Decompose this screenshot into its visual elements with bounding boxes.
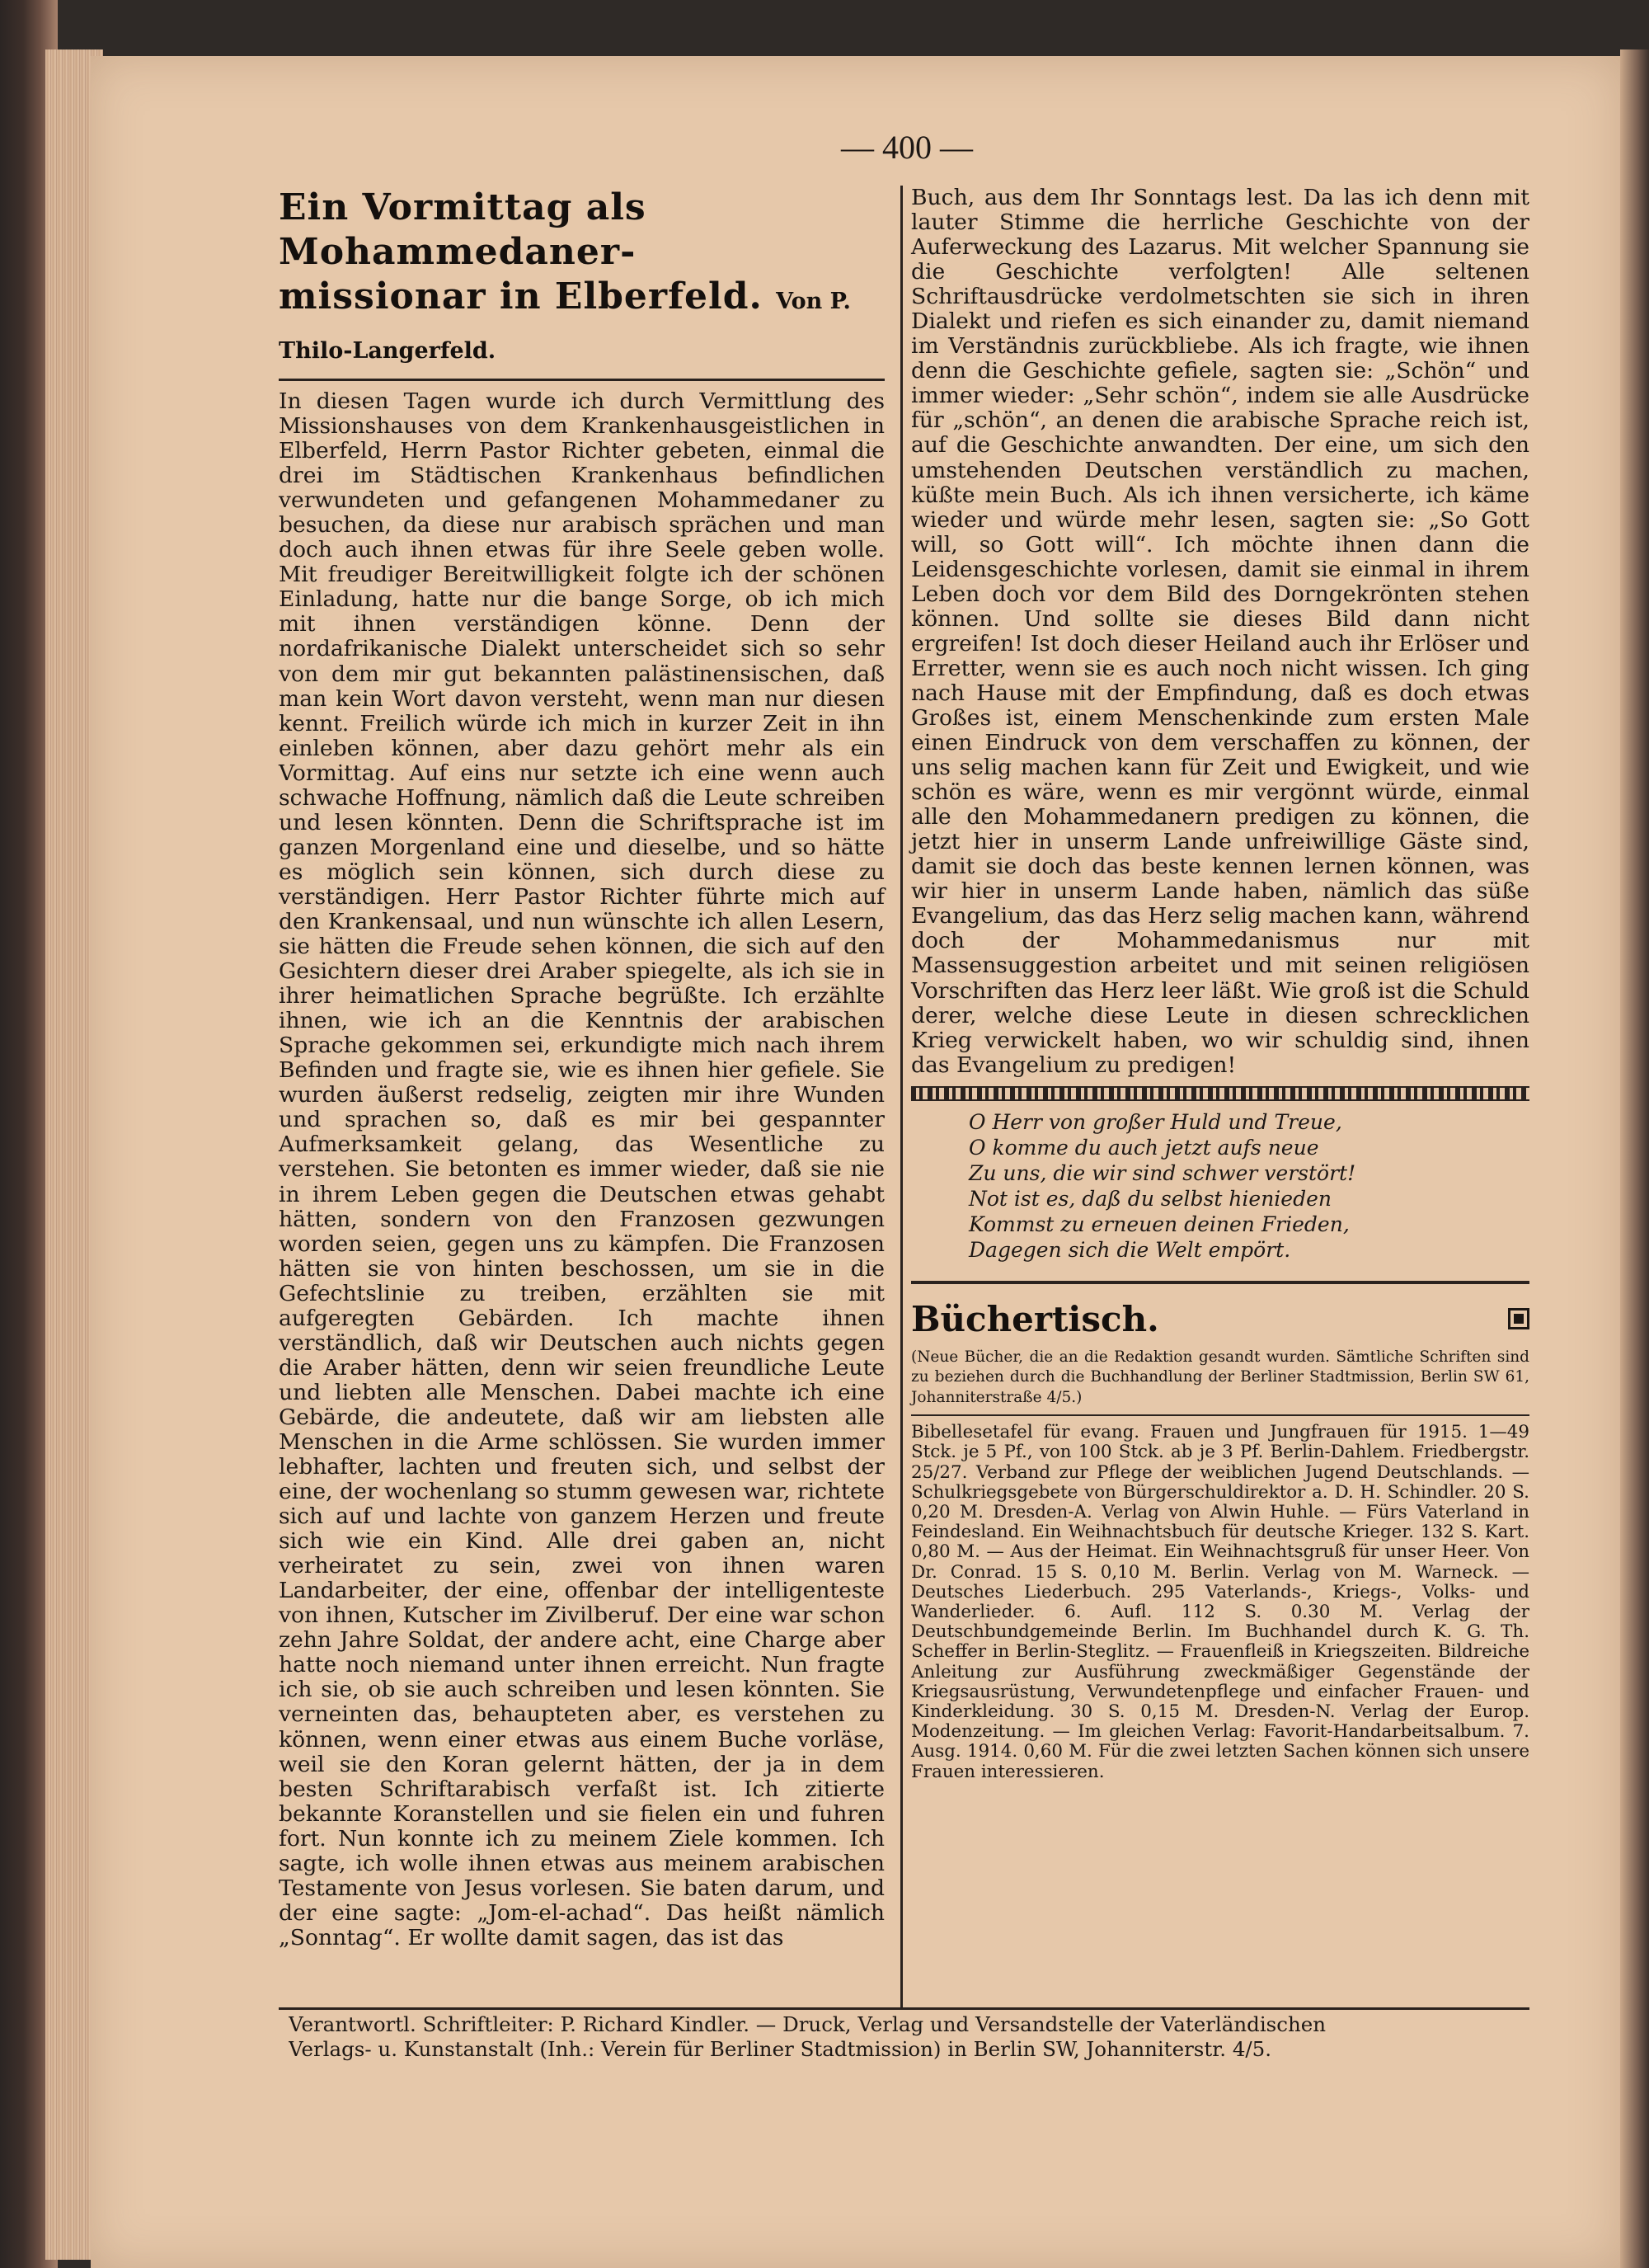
title-rule — [279, 379, 885, 381]
verse-line: Not ist es, daß du selbst hienieden — [969, 1186, 1332, 1211]
books-rule — [911, 1414, 1529, 1416]
article-title — [279, 186, 885, 374]
verse-line: Kommst zu erneuen deinen Frieden, — [969, 1212, 1350, 1236]
books-header — [911, 1299, 1529, 1339]
ornamental-rule — [911, 1086, 1529, 1101]
article-body-left: In diesen Tagen wurde ich durch Vermittlung des Missionshauses von dem Krankenhausgeistlichen in Elberfeld, Herrn Pastor Richter gebeten, einmal die drei im Städtischen Krankenhaus befindlichen verwundeten und gefangenen Mohammedaner zu besuchen, da diese nur arabisch sprächen und man doch auch ihnen etwas für ihre Seele geben wolle. Mit freudiger Bereitwilligkeit folgte ich der schönen Einladung, hatte nur die bange Sorge, ob ich mich mit ihnen verständigen könne. Denn der nordafrikanische Dialekt unterscheidet sich so sehr von dem mir gut bekannten palästinensischen, daß man kein Wort davon versteht, wenn man nur diesen kennt. Freilich würde ich mich in kurzer Zeit in ihn einleben können, aber dazu gehört mehr als ein Vormittag. Auf eins nur setzte ich eine wenn auch schwache Hoffnung, nämlich daß die Leute schreiben und lesen könnten. Denn die Schriftsprache ist im ganzen Morgenland eine und dieselbe, und so hätte es möglich sein können, sich durch diese zu verständigen. Herr Pastor Richter führte mich auf den Krankensaal, und nun wünschte ich allen Lesern, sie hätten die Freude sehen können, die sich auf den Gesichtern dieser drei Araber spiegelte, als ich sie in ihrer heimatlichen Sprache begrüßte. Ich erzählte ihnen, wie ich an die Kenntnis der arabischen Sprache gekommen sei, erkundigte mich nach ihrem Befinden und fragte sie, wie es ihnen hier gefiele. Sie wurden äußerst redselig, zeigten mir ihre Wunden und sprachen so, daß es mir bei gespannter Aufmerksamkeit gelang, das Wesentliche zu verstehen. Sie betonten es immer wieder, daß sie nie in ihrem Leben gegen die Deutschen etwas gehabt hätten, sondern von den Franzosen gezwungen worden seien, gegen uns zu kämpfen. Die Franzosen hätten sie von hinten beschossen, um sie in die Gefechtslinie zu treiben, erzählten sie mit aufgeregten Gebärden. Ich machte ihnen verständlich, daß wir Deutschen auch nichts gegen die Araber hätten, denn wir seien freundliche Leute und liebten alle Menschen. Dabei machte ich eine Gebärde, die andeutete, daß wir am liebsten alle Menschen in die Arme schlössen. Sie wurden immer lebhafter, lachten und freuten sich, und selbst der eine, der wochenlang so stumm gewesen war, richtete sich auf und lachte von ganzem Herzen und freute sich wie ein Kind. Alle drei gaben an, nicht verheiratet zu sein, zwei von ihnen waren Landarbeiter, der eine, offenbar der intelligenteste von ihnen, Kutscher im Zivilberuf. Der eine war schon zehn Jahre Soldat, der andere acht, eine Charge aber hatte noch niemand unter ihnen erreicht. Nun fragte ich sie, ob sie auch schreiben und lesen könnten. Sie verneinten das, behaupteten aber, es verstehen zu können, wenn einer etwas aus einem Buche vorläse, weil sie den Koran gelernt hätten, der ja in dem besten Schriftarabisch verfaßt ist. Ich zitierte bekannte Koranstellen und sie fielen ein und fuhren fort. Nun konnte ich zu meinem Ziele kommen. Ich sagte, ich wolle ihnen etwas aus meinem arabischen Testamente von Jesus vorlesen. Sie baten darum, und der eine sagte: „Jom-el-achad“. Das heißt nämlich „Sonntag“. Er wollte damit sagen, das ist das — [279, 388, 885, 1950]
verse-line: Dagegen sich die Welt empört. — [969, 1237, 1291, 1262]
article-body-right: Buch, aus dem Ihr Sonntags lest. Da las ich denn mit lauter Stimme die herrliche Geschichte von der Auferweckung des Lazarus. Mit welcher Spannung sie die Geschichte verfolgten! Alle seltenen Schriftausdrücke verdolmetschten sie sich in ihren Dialekt und riefen es sich einander zu, damit niemand im Verständnis zurückbliebe. Als ich fragte, wie ihnen denn die Geschichte gefiele, sagten sie: „Schön“ und immer wieder: „Sehr schön“, indem sie alle Ausdrücke für „schön“, an denen die arabische Sprache reich ist, auf die Geschichte anwandten. Der eine, um sich den umstehenden Deutschen verständlich zu machen, küßte mein Buch. Als ich ihnen versicherte, ich käme wieder und würde mehr lesen, sagten sie: „So Gott will, so Gott will“. Ich möchte ihnen dann die Leidensgeschichte vorlesen, damit sie einmal in ihrem Leben doch vor dem Bild des Dorngekrönten stehen können. Und sollte sie dieses Bild dann nicht ergreifen! Ist doch dieser Heiland auch ihr Erlöser und Erretter, wenn sie es auch noch nicht wissen. Ich ging nach Hause mit der Empfindung, daß es doch etwas Großes ist, einem Menschenkinde zum ersten Male einen Eindruck von dem verschaffen zu können, der uns selig machen kann für Zeit und Ewigkeit, und wie schön es wäre, wenn es mir vergönnt würde, einmal alle den Mohammedanern predigen zu können, die jetzt hier in unserm Lande unfreiwillige Gäste sind, damit sie doch das beste kennen lernen können, was wir hier in unserm Lande haben, nämlich das süße Evangelium, das das Herz selig machen kann, während doch der Mohammedanismus nur mit Massensuggestion arbeitet und mit seinen religiösen Vorschriften das Herz leer läßt. Wie groß ist die Schuld derer, welche diese Leute in diesen schrecklichen Krieg verwickelt haben, wo wir schuldig sind, ihnen das Evangelium zu predigen! — [911, 185, 1529, 1078]
article-title-line1: Ein Vormittag als Mohammedaner- — [279, 186, 646, 273]
books-note: (Neue Bücher, die an die Redaktion gesandt wurden. Sämtliche Schriften sind zu beziehen durch die Buchhandlung der Berliner Stadtmission, Berlin SW 61, Johanniterstraße 4/5.) — [911, 1348, 1529, 1406]
books-heading: Büchertisch. — [911, 1298, 1159, 1339]
page-right-edge — [1620, 49, 1649, 2268]
imprint-line: Verlags- u. Kunstanstalt (Inh.: Verein für Berliner Stadtmission) in Berlin SW, Johanniterstr. 4/5. — [289, 2037, 1272, 2061]
article-byline: Von P. Thilo-Langerfeld. — [279, 289, 851, 364]
verse-line: O Herr von großer Huld und Treue, — [969, 1109, 1342, 1134]
section-rule — [911, 1281, 1529, 1284]
left-column — [279, 186, 885, 2004]
imprint-line: Verantwortl. Schriftleiter: P. Richard Kindler. — Druck, Verlag und Versandstelle der Vaterländischen — [289, 2012, 1327, 2036]
column-divider — [900, 186, 903, 2008]
square-ornament-icon — [1508, 1308, 1529, 1329]
imprint — [289, 2012, 1529, 2062]
verse-line: O komme du auch jetzt aufs neue — [969, 1135, 1319, 1160]
books-listing: Bibellesetafel für evang. Frauen und Jungfrauen für 1915. 1—49 Stck. je 5 Pf., von 100 Stck. ab je 3 Pf. Berlin-Dahlem. Friedbergstr. 25/27. Verband zur Pflege der weiblichen Jugend Deutschlands. — Schulkriegsgebete von Bürgerschuldirektor a. D. H. Schindler. 20 S. 0,20 M. Dresden-A. Verlag von Alwin Huhle. — Fürs Vaterland in Feindesland. Ein Weihnachtsbuch für deutsche Krieger. 132 S. Kart. 0,80 M. — Aus der Heimat. Ein Weihnachtsgruß für unser Heer. Von Dr. Conrad. 15 S. 0,10 M. Berlin. Verlag von M. Warneck. — Deutsches Liederbuch. 295 Vaterlands-, Kriegs-, Volks- und Wanderlieder. 6. Aufl. 112 S. 0.30 M. Verlag der Deutschbundgemeinde Berlin. Im Buchhandel durch K. G. Th. Scheffer in Berlin-Steglitz. — Frauenfleiß in Kriegszeiten. Bildreiche Anleitung zur Ausführung zweckmäßiger Gegenstände der Kriegsausrüstung, Verwundetenpflege und einfacher Frauen- und Kinderkleidung. 30 S. 0,15 M. Dresden-N. Verlag der Europ. Modenzeitung. — Im gleichen Verlag: Favorit-Handarbeitsalbum. 7. Ausg. 1914. 0,60 M. Für die zwei letzten Sachen können sich unsere Frauen interessieren. — [911, 1422, 1529, 1782]
article-title-line2: missionar in Elberfeld. — [279, 275, 763, 318]
verse-block — [969, 1109, 1529, 1263]
right-column — [911, 186, 1529, 2004]
verse-line: Zu uns, die wir sind schwer verstört! — [969, 1160, 1356, 1185]
page-number: — 400 — — [841, 129, 973, 166]
footer-rule — [279, 2007, 1529, 2010]
